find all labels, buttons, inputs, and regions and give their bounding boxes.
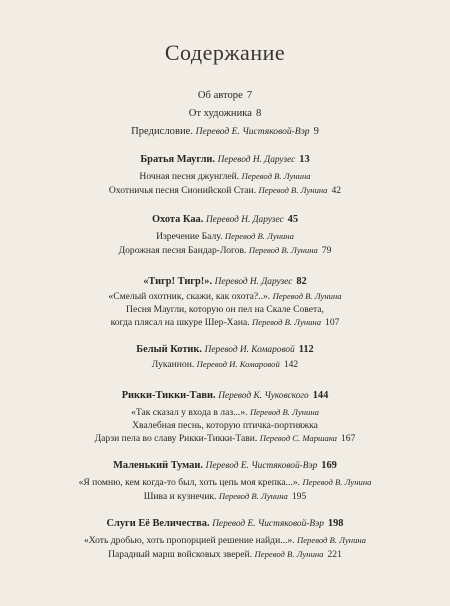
translator-credit: Перевод В. Лунина	[272, 291, 342, 301]
section-title-line	[0, 154, 450, 166]
translator-credit: Перевод Н. Дарузес	[205, 215, 284, 225]
page-number: 112	[298, 344, 314, 355]
toc-entry	[0, 490, 450, 503]
toc-entry	[0, 230, 450, 243]
entry-title: Об авторе	[197, 90, 243, 101]
toc-entry	[0, 290, 450, 303]
translator-credit: Перевод В. Лунина	[302, 477, 372, 487]
entry-title: «Хоть дробью, хоть пропорцией решение найди...».	[84, 535, 295, 546]
entry-title: Песня Маугли, которую он пел на Скале Совета,	[126, 304, 324, 315]
toc-entry	[0, 108, 450, 120]
page-number: 167	[341, 433, 356, 444]
translator-credit: Перевод В. Лунина	[248, 245, 318, 255]
page-number: 7	[246, 90, 253, 101]
entry-title: «Я помню, кем когда-то был, хоть цепь моя крепка...».	[78, 477, 301, 488]
translator-credit: Перевод К. Чуковского	[218, 391, 309, 401]
entry-title: Дарзи пела во славу Рикки-Тикки-Тави.	[94, 433, 258, 444]
entry-title: Шива и кузнечик.	[143, 491, 217, 502]
toc-entry	[0, 476, 450, 489]
page-number: 13	[299, 154, 310, 165]
translator-credit: Перевод Е. Чистяковой-Вэр	[195, 126, 310, 137]
translator-credit: Перевод Е. Чистяковой-Вэр	[212, 519, 324, 529]
section-title-line	[0, 390, 450, 402]
entry-title: Парадный марш войсковых зверей.	[108, 549, 253, 560]
toc-entry	[0, 126, 450, 138]
toc-entry	[0, 406, 450, 419]
page-number: 82	[296, 276, 307, 287]
translator-credit: Перевод В. Лунина	[241, 171, 311, 181]
section-title-line	[0, 276, 450, 288]
page-number: 107	[325, 317, 340, 328]
toc-entry	[0, 420, 450, 432]
toc-entry	[0, 358, 450, 371]
page-number: 79	[321, 245, 332, 256]
translator-credit: Перевод В. Лунина	[218, 491, 288, 501]
page-number: 9	[313, 126, 319, 137]
translator-credit: Перевод В. Лунина	[258, 185, 328, 195]
translator-credit: Перевод Н. Дарузес	[217, 155, 296, 165]
page-number: 195	[291, 491, 307, 502]
section-title-line	[0, 214, 450, 226]
page-number: 8	[255, 108, 262, 119]
entry-title: Белый Котик.	[136, 344, 203, 355]
translator-credit: Перевод С. Маршака	[259, 433, 337, 443]
entry-title: Слуги Её Величества.	[106, 518, 210, 529]
entry-title: Изречение Балу.	[156, 231, 223, 242]
entry-title: Охотничья песня Сионийской Стаи.	[108, 185, 257, 196]
entry-title: Дорожная песня Бандар-Логов.	[118, 245, 247, 256]
entry-title: Охота Каа.	[151, 214, 204, 225]
page-number: 45	[287, 214, 299, 225]
page-title: Содержание	[164, 40, 286, 65]
toc-entry	[0, 534, 450, 547]
translator-credit: Перевод В. Лунина	[254, 549, 324, 559]
toc-entry	[0, 304, 450, 316]
entry-title: Предисловие.	[131, 126, 193, 137]
page-number: 42	[331, 185, 342, 196]
translator-credit: Перевод И. Комаровой	[196, 359, 280, 369]
entry-title: Луканнон.	[151, 359, 195, 370]
page-number: 198	[327, 518, 344, 529]
translator-credit: Перевод Е. Чистяковой-Вэр	[205, 461, 318, 471]
entry-title: «Так сказал у входа в лаз...».	[131, 407, 248, 418]
entry-title: «Тигр! Тигр!».	[143, 276, 213, 287]
entry-title: когда плясал на шкуре Шер-Хана.	[110, 317, 250, 328]
toc-entry	[0, 432, 450, 445]
entry-title: «Смелый охотник, скажи, как охота?..».	[108, 291, 271, 302]
page-number: 221	[327, 549, 342, 560]
translator-credit: Перевод В. Лунина	[224, 231, 294, 241]
section-title-line	[0, 518, 450, 530]
toc-entry	[0, 548, 450, 561]
toc-entry	[0, 244, 450, 257]
section-title-line	[0, 344, 450, 356]
entry-title: Рикки-Тикки-Тави.	[121, 390, 216, 401]
entry-title: Маленький Тумаи.	[113, 460, 203, 471]
translator-credit: Перевод В. Лунина	[297, 535, 366, 545]
translator-credit: Перевод И. Комаровой	[204, 345, 295, 355]
entry-title: Ночная песня джунглей.	[139, 171, 240, 182]
toc-entry	[0, 184, 450, 197]
toc-entry	[0, 90, 450, 102]
translator-credit: Перевод В. Лунина	[252, 317, 322, 327]
translator-credit: Перевод Н. Дарузес	[214, 277, 293, 287]
toc-entry	[0, 170, 450, 183]
entry-title: От художника	[188, 108, 252, 119]
page-number: 144	[312, 390, 329, 401]
page-number: 142	[283, 359, 299, 370]
entry-title: Хвалебная песнь, которую птичка-портняжка	[132, 420, 318, 431]
toc-entry	[0, 316, 450, 329]
section-title-line	[0, 460, 450, 472]
page-number: 169	[321, 460, 337, 471]
entry-title: Братья Маугли.	[140, 154, 215, 165]
translator-credit: Перевод В. Лунина	[249, 407, 319, 417]
